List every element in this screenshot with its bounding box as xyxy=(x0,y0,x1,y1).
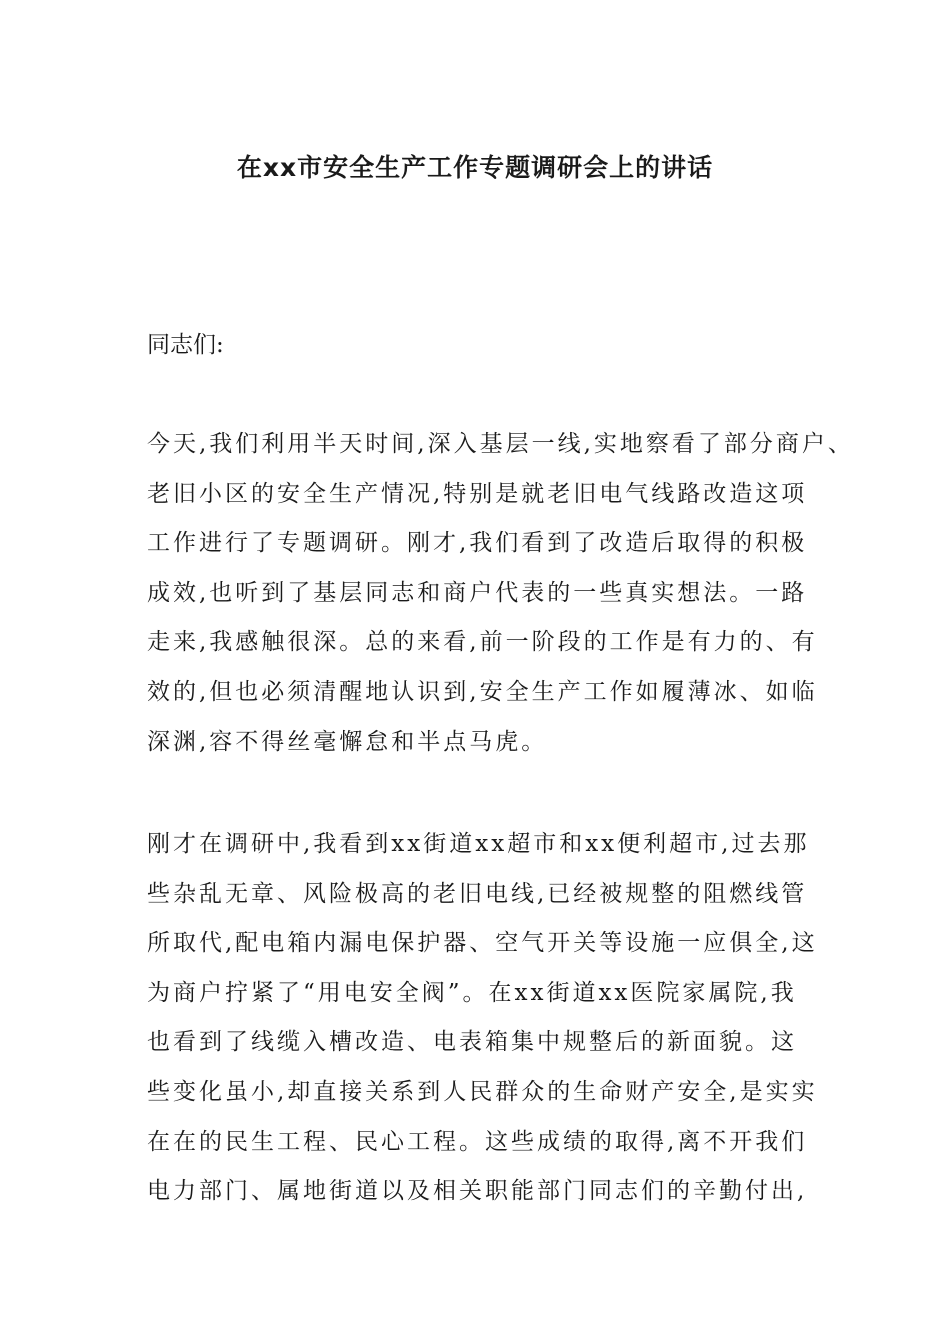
text-line: 些变化虽小,却直接关系到人民群众的生命财产安全,是实实 xyxy=(147,1078,818,1105)
paragraph xyxy=(147,420,854,767)
text-line: 老旧小区的安全生产情况,特别是就老旧电气线路改造这项 xyxy=(147,480,808,507)
text-line: 刚才在调研中,我看到xx街道xx超市和xx便利超市,过去那 xyxy=(147,831,810,857)
text-line: 些杂乱无章、风险极高的老旧电线,已经被规整的阻燃线管 xyxy=(147,880,808,907)
salutation: 同志们: xyxy=(147,332,224,358)
text-line: 深渊,容不得丝毫懈怠和半点马虎。 xyxy=(147,728,548,755)
text-line: 成效,也听到了基层同志和商户代表的一些真实想法。一路 xyxy=(147,579,808,606)
text-line: 为商户拧紧了“用电安全阀”。在xx街道xx医院家属院,我 xyxy=(147,979,797,1006)
text-line: 今天,我们利用半天时间,深入基层一线,实地察看了部分商户、 xyxy=(147,431,854,457)
text-line: 在在的民生工程、民心工程。这些成绩的取得,离不开我们 xyxy=(147,1128,808,1155)
paragraph xyxy=(147,820,827,1217)
text-line: 效的,但也必须清醒地认识到,安全生产工作如履薄冰、如临 xyxy=(147,678,818,705)
text-line: 电力部门、属地街道以及相关职能部门同志们的辛勤付出, xyxy=(147,1178,808,1205)
text-line: 所取代,配电箱内漏电保护器、空气开关等设施一应俱全,这 xyxy=(147,930,818,957)
text-line: 走来,我感触很深。总的来看,前一阶段的工作是有力的、有 xyxy=(147,629,818,656)
text-line: 也看到了线缆入槽改造、电表箱集中规整后的新面貌。这 xyxy=(147,1029,797,1056)
text-line: 工作进行了专题调研。刚才,我们看到了改造后取得的积极 xyxy=(147,530,808,557)
document-title: 在xx市安全生产工作专题调研会上的讲话 xyxy=(236,153,714,182)
